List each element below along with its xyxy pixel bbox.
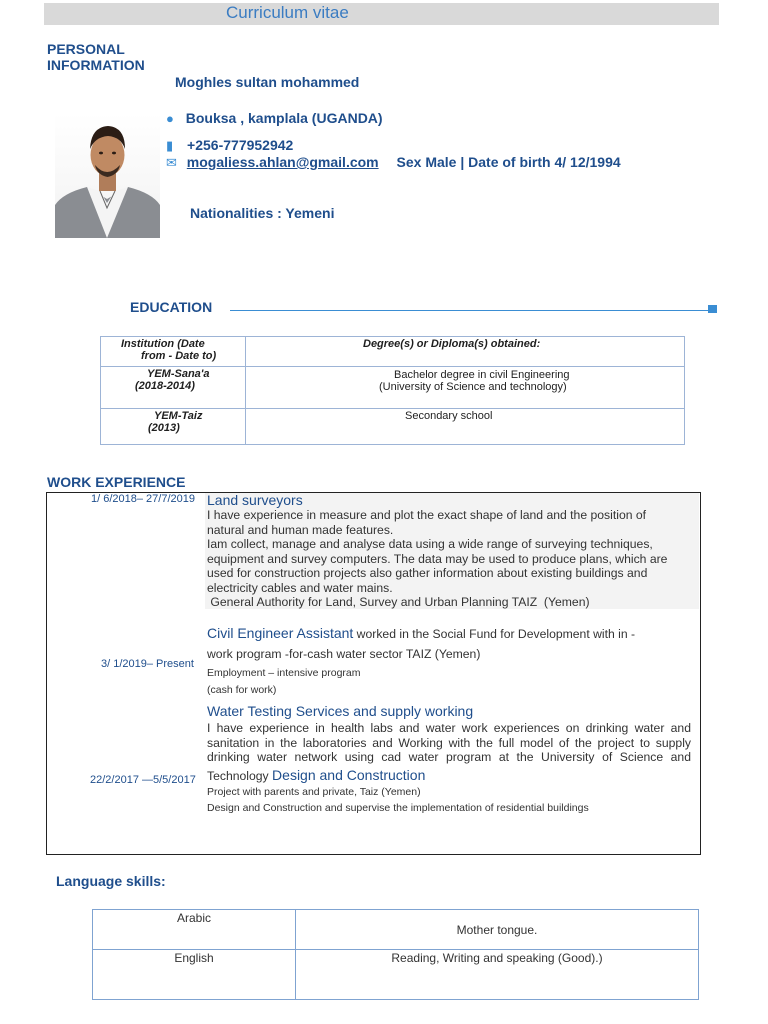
job2-line4: (cash for work): [207, 684, 277, 696]
sex-dob-text: Sex Male | Date of birth 4/ 12/1994: [396, 154, 621, 170]
degree-header-text: Degree(s) or Diploma(s) obtained:: [363, 338, 541, 350]
language-level-cell: [296, 910, 699, 950]
education-heading: EDUCATION: [130, 299, 213, 315]
job3-title: Water Testing Services and supply working: [207, 703, 474, 719]
job1-line: used for construction projects also gather information about existing buildings and: [207, 566, 648, 580]
email-row: [166, 154, 621, 171]
job2-title: Civil Engineer Assistant: [207, 625, 354, 641]
language-cell: [93, 950, 296, 1000]
education-divider: [230, 310, 710, 311]
phone-text: +256-777952942: [187, 137, 294, 153]
education-table: [100, 336, 685, 445]
language-cell: [93, 910, 296, 950]
job2-title-row: [207, 625, 635, 643]
job1-line: I have experience in measure and plot the exact shape of land and the position of: [207, 508, 647, 522]
degree-line1: Secondary school: [405, 410, 493, 422]
job3-line: drinking water network using cad water program at the University of Science and: [207, 750, 691, 764]
job2-line3: Employment – intensive program: [207, 667, 361, 679]
job1-line: natural and human made features.: [207, 522, 394, 537]
phone-row: [166, 137, 293, 154]
institution-header: [101, 337, 246, 367]
job1-line: equipment and survey computers. The data may be used to produce plans, which are: [207, 551, 668, 566]
language-name: English: [174, 951, 214, 965]
personal-info-heading-line1: PERSONAL: [47, 41, 125, 57]
institution-dates: (2013): [148, 422, 180, 434]
institution-cell: [101, 367, 246, 409]
institution-name: YEM-Taiz: [154, 410, 203, 422]
email-link[interactable]: mogaliess.ahlan@gmail.com: [186, 154, 379, 170]
address-text: Bouksa , kamplala (UGANDA): [185, 110, 383, 126]
degree-header: [246, 337, 685, 367]
full-name: Moghles sultan mohammed: [175, 74, 360, 90]
language-name: Arabic: [176, 911, 211, 925]
institution-header-line1: Institution (Date: [121, 338, 205, 350]
job3-last-line-start: Technology: [207, 769, 273, 783]
degree-line1: Bachelor degree in civil Engineering: [394, 369, 570, 381]
language-row: [93, 950, 699, 1000]
nationality-text: Nationalities : Yemeni: [190, 205, 335, 221]
degree-cell: [246, 409, 685, 445]
portrait-illustration: [55, 113, 160, 238]
phone-icon: ▮: [166, 138, 174, 153]
address-row: [166, 110, 383, 126]
personal-info-heading: [47, 41, 145, 73]
education-row: [101, 409, 685, 445]
language-level: Reading, Writing and speaking (Good).): [391, 951, 603, 965]
job1-line: Iam collect, manage and analyse data using a wide range of surveying techniques,: [207, 537, 653, 551]
job3-line: I have experience in health labs and water work experiences on drinking water and: [207, 721, 691, 735]
job2-date: 3/ 1/2019– Present: [101, 658, 194, 670]
language-table: [92, 909, 699, 1000]
institution-name: YEM-Sana'a: [147, 368, 210, 380]
education-row: [101, 367, 685, 409]
job4-title: Design and Construction: [272, 767, 426, 783]
job4-line-a: Project with parents and private, Taiz (Yemen): [207, 786, 421, 798]
institution-header-line2: from - Date to): [141, 350, 217, 362]
institution-cell: [101, 409, 246, 445]
language-skills-heading: Language skills:: [56, 873, 166, 889]
job4-line-b: Design and Construction and supervise the implementation of residential buildings: [207, 802, 589, 814]
job1-description: [207, 508, 699, 610]
language-row: [93, 910, 699, 950]
location-pin-icon: ●: [166, 111, 174, 126]
degree-cell: [246, 367, 685, 409]
cv-header-bar: [44, 3, 719, 25]
work-experience-heading: WORK EXPERIENCE: [47, 474, 186, 490]
education-divider-end-square: [708, 305, 717, 313]
job3-description: [207, 721, 691, 765]
job3-line: sanitation in the laboratories and Working with the full model of the project to supply: [207, 735, 691, 750]
language-level: Mother tongue.: [456, 923, 538, 937]
job1-line: General Authority for Land, Survey and Urban Planning TAIZ (Yemen): [207, 595, 590, 609]
personal-info-heading-line2: INFORMATION: [47, 57, 145, 73]
job3-last-line: [207, 767, 425, 785]
job4-date: 22/2/2017 —5/5/2017: [90, 774, 196, 786]
job1-date: 1/ 6/2018– 27/7/2019: [91, 493, 195, 505]
job2-title-rest: worked in the Social Fund for Development with in -: [353, 627, 636, 641]
degree-line2: (University of Science and technology): [379, 381, 567, 393]
profile-photo: [55, 113, 160, 238]
institution-dates: (2018-2014): [135, 380, 195, 392]
job1-title: Land surveyors: [207, 492, 303, 508]
job2-line2: work program -for-cash water sector TAIZ (Yemen): [207, 647, 481, 661]
envelope-icon: ✉: [166, 155, 177, 170]
cv-title: Curriculum vitae: [226, 3, 349, 22]
education-header-row: [101, 337, 685, 367]
job1-line: electricity cables and water mains.: [207, 580, 393, 595]
language-level-cell: [296, 950, 699, 1000]
